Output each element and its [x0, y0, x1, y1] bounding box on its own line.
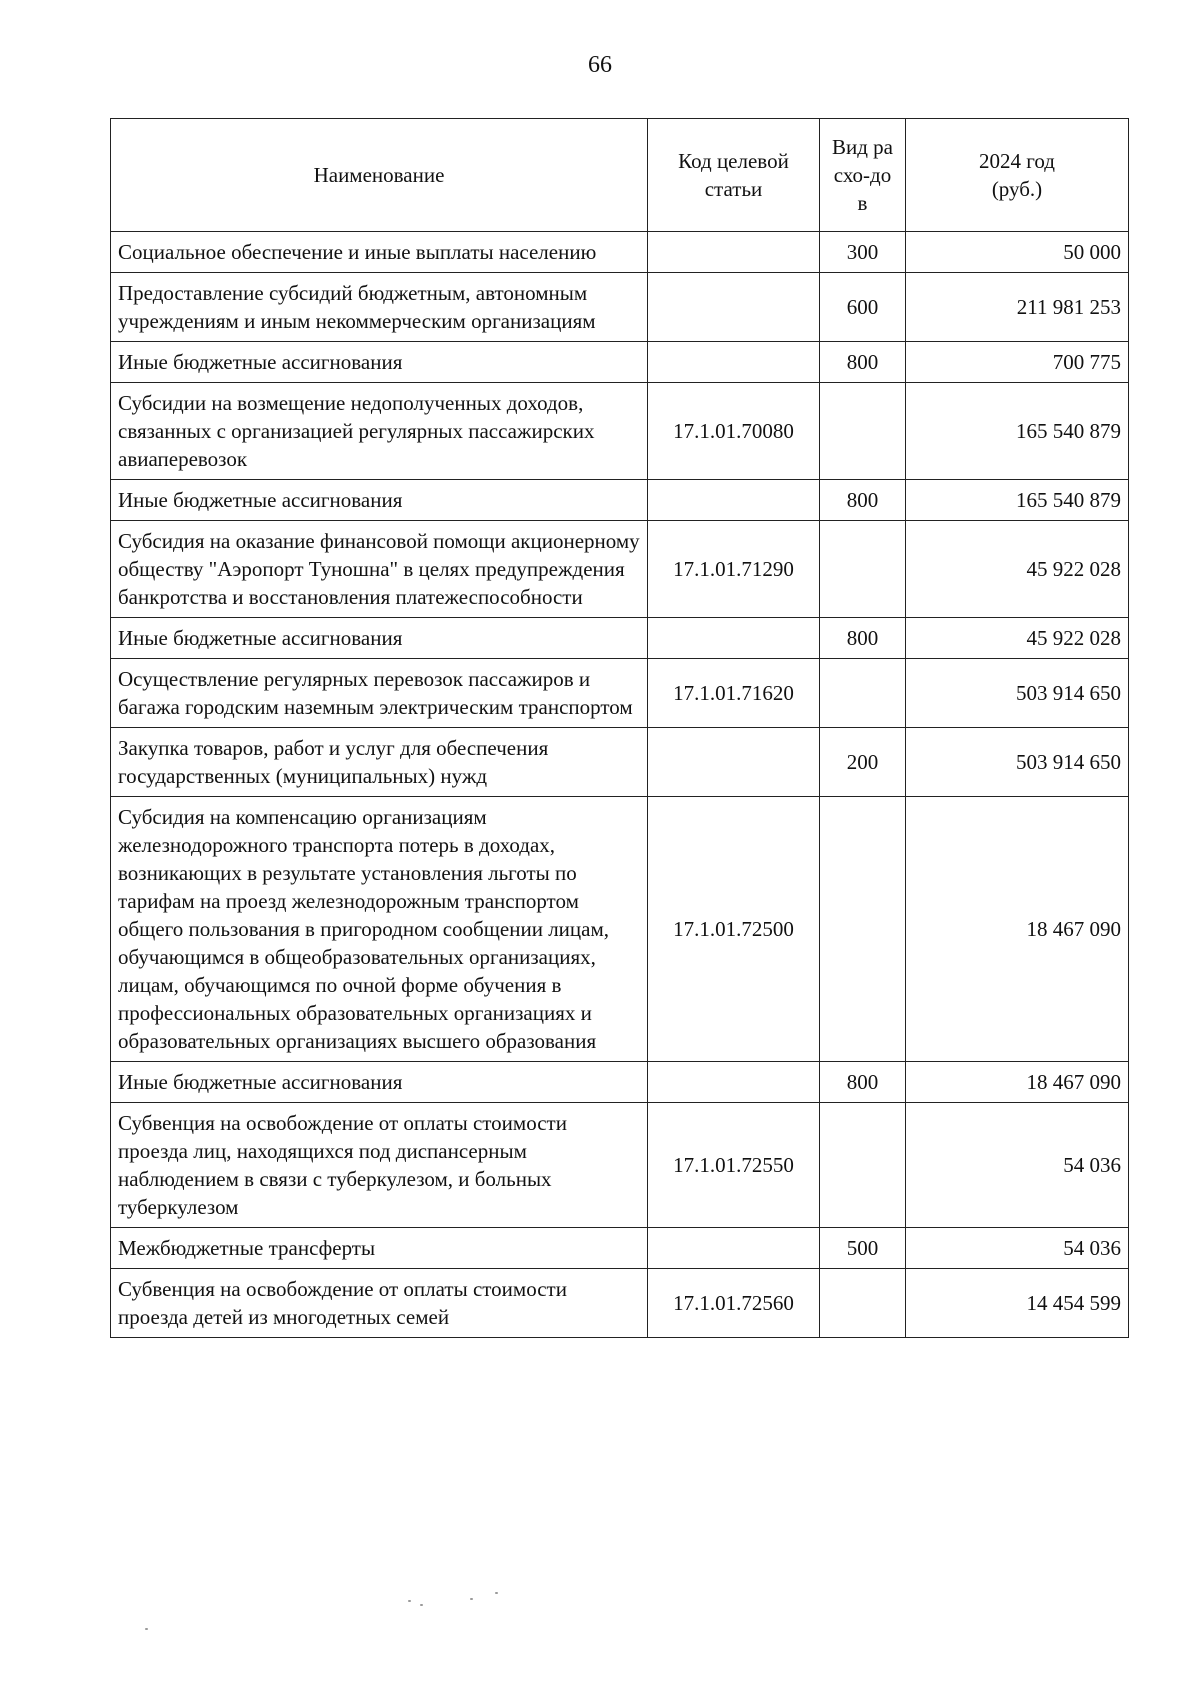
row-amount-cell: 18 467 090	[906, 797, 1129, 1062]
scan-speck	[495, 1592, 498, 1594]
row-amount-cell: 45 922 028	[906, 521, 1129, 618]
row-name-cell: Иные бюджетные ассигнования	[111, 480, 648, 521]
table-row	[111, 1062, 1129, 1103]
row-amount-cell: 54 036	[906, 1103, 1129, 1228]
row-name-cell: Иные бюджетные ассигнования	[111, 342, 648, 383]
header-code-label: Код целевой статьи	[678, 149, 789, 201]
header-code	[648, 119, 820, 232]
row-code-cell	[648, 480, 820, 521]
row-code-cell	[648, 728, 820, 797]
row-name-cell: Социальное обеспечение и иные выплаты населению	[111, 232, 648, 273]
budget-table	[110, 118, 1129, 1338]
row-amount-cell: 54 036	[906, 1228, 1129, 1269]
table-body	[111, 232, 1129, 1338]
table-row	[111, 480, 1129, 521]
row-kind-cell	[820, 659, 906, 728]
row-code-cell: 17.1.01.72500	[648, 797, 820, 1062]
row-code-cell: 17.1.01.70080	[648, 383, 820, 480]
table-row	[111, 521, 1129, 618]
row-name-cell: Субсидия на оказание финансовой помощи акционерному обществу "Аэропорт Туношна" в целях предупреждения банкротства и восстановления платежеспособности	[111, 521, 648, 618]
row-amount-cell: 700 775	[906, 342, 1129, 383]
row-code-cell	[648, 618, 820, 659]
table-row	[111, 383, 1129, 480]
scan-speck	[420, 1604, 423, 1606]
row-kind-cell: 800	[820, 480, 906, 521]
table-row	[111, 728, 1129, 797]
row-code-cell: 17.1.01.72550	[648, 1103, 820, 1228]
row-amount-cell: 165 540 879	[906, 480, 1129, 521]
row-amount-cell: 14 454 599	[906, 1269, 1129, 1338]
row-kind-cell	[820, 521, 906, 618]
header-name	[111, 119, 648, 232]
row-name-cell: Субсидия на компенсацию организациям железнодорожного транспорта потерь в доходах, возникающих в результате установления льготы по тарифам на проезд железнодорожным транспортом общего пользования в пригородном сообщении лицам, обучающимся в общеобразовательных организациях, лицам, обучающимся по очной форме обучения в профессиональных образовательных организациях и образовательных организациях высшего образования	[111, 797, 648, 1062]
row-kind-cell: 300	[820, 232, 906, 273]
row-kind-cell: 800	[820, 618, 906, 659]
row-name-cell: Предоставление субсидий бюджетным, автономным учреждениям и иным некоммерческим организациям	[111, 273, 648, 342]
row-name-cell: Осуществление регулярных перевозок пассажиров и багажа городским наземным электрическим транспортом	[111, 659, 648, 728]
row-kind-cell	[820, 1269, 906, 1338]
row-amount-cell: 18 467 090	[906, 1062, 1129, 1103]
row-amount-cell: 50 000	[906, 232, 1129, 273]
table-row	[111, 797, 1129, 1062]
scan-speck	[408, 1600, 411, 1602]
row-kind-cell: 200	[820, 728, 906, 797]
header-amount-label: 2024 год (руб.)	[979, 149, 1055, 201]
header-amount	[906, 119, 1129, 232]
table-row	[111, 1103, 1129, 1228]
row-kind-cell	[820, 797, 906, 1062]
row-code-cell	[648, 1062, 820, 1103]
row-code-cell: 17.1.01.71290	[648, 521, 820, 618]
row-code-cell	[648, 232, 820, 273]
row-code-cell: 17.1.01.72560	[648, 1269, 820, 1338]
row-amount-cell: 503 914 650	[906, 659, 1129, 728]
table-row	[111, 1228, 1129, 1269]
row-kind-cell: 800	[820, 342, 906, 383]
row-amount-cell: 45 922 028	[906, 618, 1129, 659]
row-name-cell: Субвенция на освобождение от оплаты стоимости проезда лиц, находящихся под диспансерным наблюдением в связи с туберкулезом, и больных туберкулезом	[111, 1103, 648, 1228]
table-row	[111, 342, 1129, 383]
header-row	[111, 119, 1129, 232]
table-row	[111, 618, 1129, 659]
table-row	[111, 1269, 1129, 1338]
scan-speck	[470, 1598, 473, 1600]
table-row	[111, 232, 1129, 273]
row-kind-cell: 500	[820, 1228, 906, 1269]
row-kind-cell: 800	[820, 1062, 906, 1103]
page-number: 66	[588, 52, 612, 78]
row-name-cell: Межбюджетные трансферты	[111, 1228, 648, 1269]
table-header	[111, 119, 1129, 232]
scan-speck	[145, 1628, 148, 1630]
table-row	[111, 659, 1129, 728]
header-name-label: Наименование	[313, 163, 445, 187]
row-name-cell: Субсидии на возмещение недополученных доходов, связанных с организацией регулярных пассажирских авиаперевозок	[111, 383, 648, 480]
row-code-cell: 17.1.01.71620	[648, 659, 820, 728]
row-code-cell	[648, 342, 820, 383]
row-kind-cell	[820, 1103, 906, 1228]
row-amount-cell: 211 981 253	[906, 273, 1129, 342]
row-amount-cell: 503 914 650	[906, 728, 1129, 797]
row-code-cell	[648, 1228, 820, 1269]
row-amount-cell: 165 540 879	[906, 383, 1129, 480]
table-row	[111, 273, 1129, 342]
row-name-cell: Иные бюджетные ассигнования	[111, 1062, 648, 1103]
header-kind-label: Вид расхо-дов	[831, 135, 893, 215]
row-name-cell: Субвенция на освобождение от оплаты стоимости проезда детей из многодетных семей	[111, 1269, 648, 1338]
row-code-cell	[648, 273, 820, 342]
row-kind-cell: 600	[820, 273, 906, 342]
row-name-cell: Закупка товаров, работ и услуг для обеспечения государственных (муниципальных) нужд	[111, 728, 648, 797]
header-kind	[820, 119, 906, 232]
row-kind-cell	[820, 383, 906, 480]
row-name-cell: Иные бюджетные ассигнования	[111, 618, 648, 659]
